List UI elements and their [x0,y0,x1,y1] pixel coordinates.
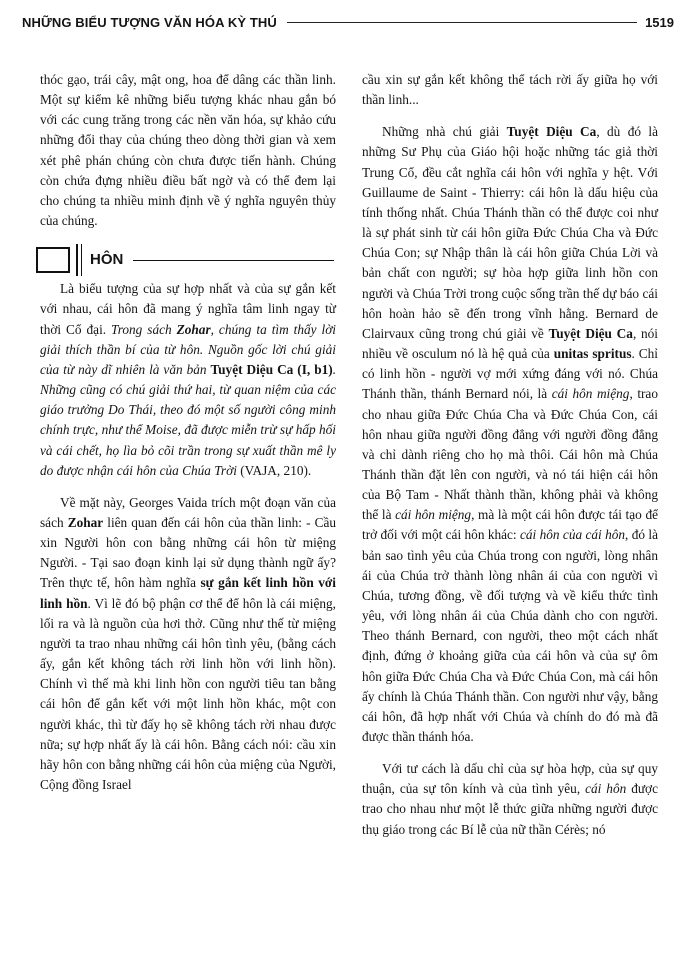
paragraph [40,279,336,481]
section-divider [81,244,82,276]
text-run: (VAJA, 210). [236,462,312,478]
text-run: cái hôn của cái hôn [520,527,626,543]
running-title: NHỮNG BIỂU TƯỢNG VĂN HÓA KỲ THÚ [22,14,277,30]
text-run: unitas spritus [553,346,632,362]
header-rule [287,22,637,23]
left-column [40,70,336,807]
text-run: Tuyệt Diệu Ca [548,325,633,341]
section-rule [133,260,334,261]
text-run: Những nhà chú giải [382,124,507,140]
section-box-icon [36,247,70,273]
section-title: HÔN [90,251,124,269]
text-run: cái hôn miệng [395,507,472,523]
text-run: Tuyệt Diệu Ca [506,124,597,140]
paragraph [362,122,658,747]
paragraph [40,493,336,795]
text-run: Zohar [67,514,104,530]
text-run: Tuyệt Diệu Ca (I, b1) [210,361,333,377]
text-run: Về mặt này, Georges Vaida trích một đoạn văn của sách [40,494,336,530]
text-run: Với tư cách là dấu chỉ của sự hòa hợp, của sự quy thuận, của sự tôn kính và của tình yêu, [362,761,658,797]
right-column [362,70,658,852]
text-run: . Chỉ có linh hồn - người vợ mới xứng đáng với nó. Chúa Thánh thần, thánh Bernard nói, là [362,346,658,402]
section-heading [36,243,336,277]
text-run: . Vì lẽ đó bộ phận cơ thể để hôn là cái miệng, lối ra và là nguồn của hơi thở. Cũng như thế từ miệng người ta trao nhau những cái hôn tình yêu, (bằng cách ấy, gắn kết không tách rời linh hồn với linh hồn). Chính vì thế mà khi linh hồn con người tiêu tan bằng cái hôn để gắn kết với một linh hồn khác, một con người khác, thì từ đấy họ sẽ không tách rời nhau được nữa; sự hợp nhất ấy là cái hôn. Bằng cách nói: cầu xin hãy hôn con bằng những cái hôn của miệng của Người, Cộng đồng Israel [40,595,336,792]
text-run: liên quan đến cái hôn của thần linh: - Cầu xin Người hôn con bằng những cái hôn từ miệng Người. - Tại sao đoạn kinh lại sử dụng thành ngữ ấy? Trên thực tế, hôn hàm nghĩa [40,514,337,591]
text-run: Là biểu tượng của sự hợp nhất và của sự gắn kết với nhau, cái hôn đã mang ý nghĩa tâm linh ngay từ thời Cổ đại. [40,281,336,337]
text-run: cái hôn miệng [551,386,630,402]
text-run: , mà là một cái hôn được tái tạo để trở đối với một cái hôn khác: [362,507,658,543]
text-run: Trong sách [111,321,177,337]
text-run: Zohar [176,321,211,337]
text-run: sự gắn kết linh hồn với linh hồn [40,575,336,611]
text-run: , chúng ta tìm thấy lời giải thích thần bí của từ hôn. Nguồn gốc lời chú giải của từ này dĩ nhiên là văn bản [40,321,336,377]
text-run: , dù đó là những Sư Phụ của Giáo hội hoặc những tác giả thời Trung Cổ, đều cắt nghĩa cái hôn với nghĩa y hệt. Với Guillaume de Saint - Thierry: cái hôn là dấu hiệu của tính thống nhất. Chúa Thánh thần có thể được coi như là sự phát sinh từ cái hôn giữa Đức Chúa Cha và Đức Chúa Con; sự Nhập thân là cái hôn giữa Chúa Lời và bản chất con người; sự hòa hợp giữa linh hồn con người và Chúa Trời trong cuộc sống trần thế dự báo cái hôn hoàn hảo sẽ đến trong vĩnh hằng. Bernard de Clairvaux cũng trong chú giải về [362,124,658,341]
paragraph: thóc gạo, trái cây, mật ong, hoa để dâng các thần linh. Một sự kiểm kê những biểu tượng khác nhau gắn bó với các cung trăng trong các nền văn hóa, sự khảo cứu những đổi thay của chúng theo dòng thời gian và xem xét phê phán chúng còn chưa được tiến hành. Chúng còn chứa đựng nhiều điều bất ngờ và có thể đem lại cho chúng ta nhiều minh định về ý nghĩa nguyên thủy của chúng. [40,72,336,229]
text-run: , đó là bản sao tình yêu của Chúa trong con người, lòng nhân ái của Chúa trở thành lòng nhân ái của con người vì Chúa, tương đồng, về đối tượng và về kiểu thức tình yêu, với lòng nhân ái của Chúa dành cho con người. Theo thánh Bernard, con người, theo một cách nhất định, đứng ở khoảng giữa của cái hôn và của sự ôm hôn giữa Đức Chúa Cha và Đức Chúa Con, mà cái hôn ấy chính là Chúa Thánh thần. Con người như vậy, bằng cái hôn, đã hợp nhất với Chúa và chính do đó mà đã được thần thánh hóa. [362,527,658,744]
page-number: 1519 [645,14,674,30]
text-run: được trao cho nhau như một lễ thức giữa những người được thụ giáo trong các Bí lễ của nữ thần Cérès; nó [362,781,658,837]
text-run: , trao cho nhau giữa Đức Chúa Cha và Đức Chúa Con, cái hôn nhau giữa người đồng đẳng với người đồng đẳng và chỉ dành riêng cho họ mà thôi. Cái hôn mà Chúa Thánh thần đặt lên con người, và nó tái hiện cái hôn của Bộ Tam - Nhất thành thần, không phải và không thể là [362,386,658,523]
section-divider [76,244,78,276]
text-run: cái hôn [585,781,627,797]
paragraph: cầu xin sự gắn kết không thể tách rời ấy giữa họ với thần linh... [362,72,658,108]
running-header [22,12,674,32]
paragraph [362,759,658,840]
text-run: , nói nhiều về osculum nó là hệ quả của [362,325,659,362]
text-run: . Những cũng có chú giải thứ hai, từ quan niệm của các giáo trưởng Do Thái, theo đó một số người công minh chính trực, như thể Moise, đã được miễn trừ sự hấp hối và cái chết, họ lìa bỏ cõi trần trong sự xuất thần mê ly do được nhận cái hôn của Chúa Trời [40,361,337,478]
